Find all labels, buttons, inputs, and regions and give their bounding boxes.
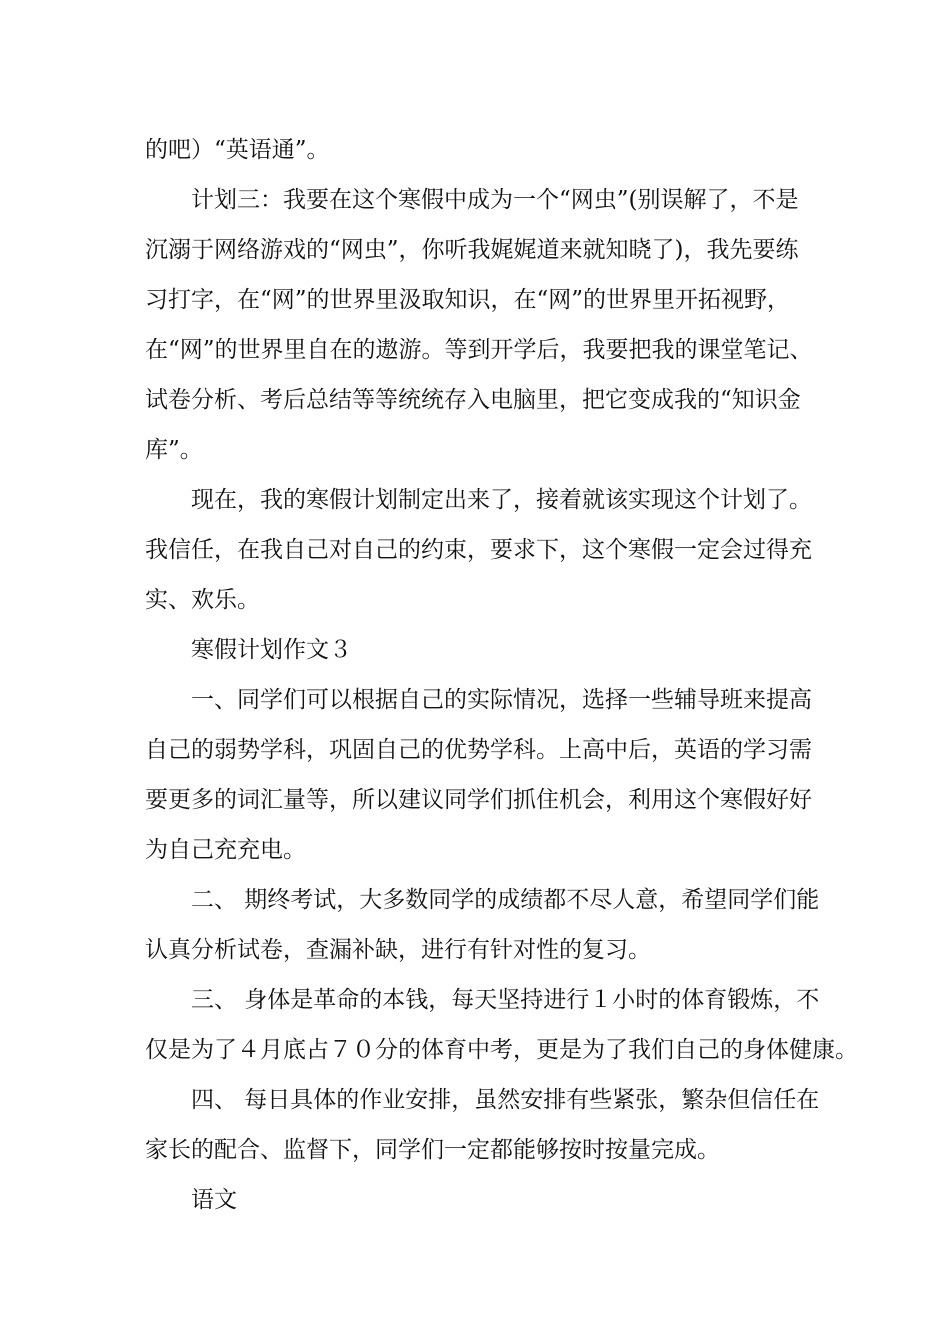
text-line: 家长的配合、监督下，同学们一定都能够按时按量完成。 [145, 1137, 720, 1163]
text-line: 认真分析试卷，查漏补缺，进行有针对性的复习。 [145, 937, 651, 963]
text-line: 计划三：我要在这个寒假中成为一个“网虫”(别误解了，不是 [191, 187, 799, 213]
text-line: 四、 每日具体的作业安排，虽然安排有些紧张，繁杂但信任在 [191, 1087, 820, 1113]
text-line: 实、欢乐。 [145, 587, 260, 613]
text-line: 一、同学们可以根据自己的实际情况，选择一些辅导班来提高 [191, 687, 812, 713]
text-line: 仅是为了４月底占７０分的体育中考，更是为了我们自己的身体健康。 [145, 1037, 858, 1063]
text-line: 为自己充充电。 [145, 837, 306, 863]
text-line: 自己的弱势学科，巩固自己的优势学科。上高中后，英语的学习需 [145, 737, 812, 763]
text-line: 二、 期终考试，大多数同学的成绩都不尽人意，希望同学们能 [191, 887, 820, 913]
text-line: 三、 身体是革命的本钱，每天坚持进行１小时的体育锻炼，不 [191, 987, 820, 1013]
text-line: 库”。 [145, 437, 203, 463]
section-heading: 语文 [191, 1187, 237, 1213]
text-line: 我信任，在我自己对自己的约束，要求下，这个寒假一定会过得充 [145, 537, 812, 563]
text-line: 现在，我的寒假计划制定出来了，接着就该实现这个计划了。 [191, 487, 812, 513]
text-line: 在“网”的世界里自在的遨游。等到开学后，我要把我的课堂笔记、 [145, 337, 813, 363]
text-line: 要更多的词汇量等，所以建议同学们抓住机会，利用这个寒假好好 [145, 787, 812, 813]
section-heading: 寒假计划作文３ [191, 637, 352, 663]
text-line: 沉溺于网络游戏的“网虫”，你听我娓娓道来就知晓了)，我先要练 [145, 237, 799, 263]
text-line: 的吧）“英语通”。 [145, 137, 330, 163]
text-line: 试卷分析、考后总结等等统统存入电脑里，把它变成我的“知识金 [145, 387, 801, 413]
text-line: 习打字，在“网”的世界里汲取知识，在“网”的世界里开拓视野， [145, 287, 791, 313]
